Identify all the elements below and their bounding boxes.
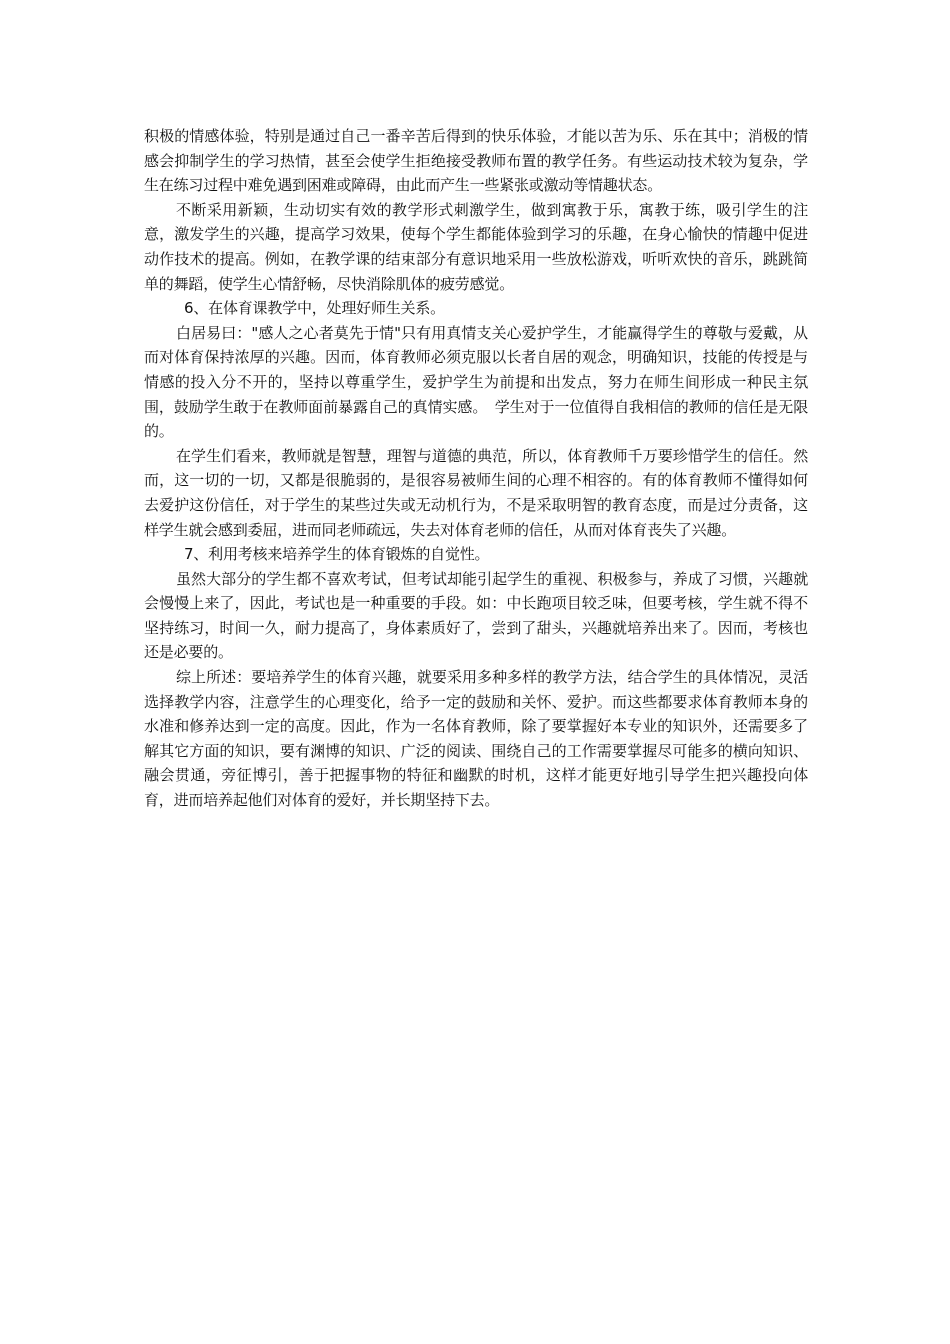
paragraph-6-conclusion: 综上所述：要培养学生的体育兴趣，就要采用多种多样的教学方法，结合学生的具体情况，灵活选择教学内容，注意学生的心理变化，给予一定的鼓励和关怀、爱护。而这些都要求体育教师本身的水准和修养达到一定的高度。因此，作为一名体育教师，除了要掌握好本专业的知识外，还需要多了解其它方面的知识，要有渊博的知识、广泛的阅读、围绕自己的工作需要掌握尽可能多的横向知识、融会贯通，旁征博引，善于把握事物的特征和幽默的时机，这样才能更好地引导学生把兴趣投向体育，进而培养起他们对体育的爱好，并长期坚持下去。 xyxy=(144,668,808,810)
section-heading-7: 7、利用考核来培养学生的体育锻炼的自觉性。 xyxy=(184,545,490,564)
paragraph-5: 虽然大部分的学生都不喜欢考试，但考试却能引起学生的重视、积极参与，养成了习惯，兴趣就会慢慢上来了，因此，考试也是一种重要的手段。如：中长跑项目较乏味，但要考核，学生就不得不坚持练习，时间一久，耐力提高了，身体素质好了，尝到了甜头，兴趣就培养出来了。因而，考核也还是必要的。 xyxy=(144,569,808,662)
document-page xyxy=(144,124,808,813)
paragraph-4: 在学生们看来，教师就是智慧，理智与道德的典范，所以，体育教师千万要珍惜学生的信任。然而，这一切的一切，又都是很脆弱的，是很容易被师生间的心理不相容的。有的体育教师不懂得如何去爱护这份信任，对于学生的某些过失或无动机行为，不是采取明智的教育态度，而是过分责备，这样学生就会感到委屈，进而同老师疏远，失去对体育老师的信任，从而对体育丧失了兴趣。 xyxy=(144,446,808,539)
paragraph-2: 不断采用新颖，生动切实有效的教学形式刺激学生，做到寓教于乐，寓教于练，吸引学生的注意，激发学生的兴趣，提高学习效果，使每个学生都能体验到学习的乐趣，在身心愉快的情趣中促进动作技术的提高。例如，在教学课的结束部分有意识地采用一些放松游戏，听听欢快的音乐，跳跳简单的舞蹈，使学生心情舒畅，尽快消除肌体的疲劳感觉。 xyxy=(144,200,808,293)
paragraph-1: 积极的情感体验，特别是通过自己一番辛苦后得到的快乐体验，才能以苦为乐、乐在其中；消极的情感会抑制学生的学习热情，甚至会使学生拒绝接受教师布置的教学任务。有些运动技术较为复杂，学生在练习过程中难免遇到困难或障碍，由此而产生一些紧张或激动等情趣状态。 xyxy=(144,127,808,195)
section-heading-6: 6、在体育课教学中，处理好师生关系。 xyxy=(184,299,445,318)
paragraph-3: 白居易曰："感人之心者莫先于情"只有用真情支关心爱护学生，才能赢得学生的尊敬与爱戴，从而对体育保持浓厚的兴趣。因而，体育教师必须克服以长者自居的观念，明确知识，技能的传授是与情感的投入分不开的，坚持以尊重学生，爱护学生为前提和出发点，努力在师生间形成一种民主氛围，鼓励学生敢于在教师面前暴露自己的真情实感。 学生对于一位值得自我相信的教师的信任是无限的。 xyxy=(144,323,808,441)
